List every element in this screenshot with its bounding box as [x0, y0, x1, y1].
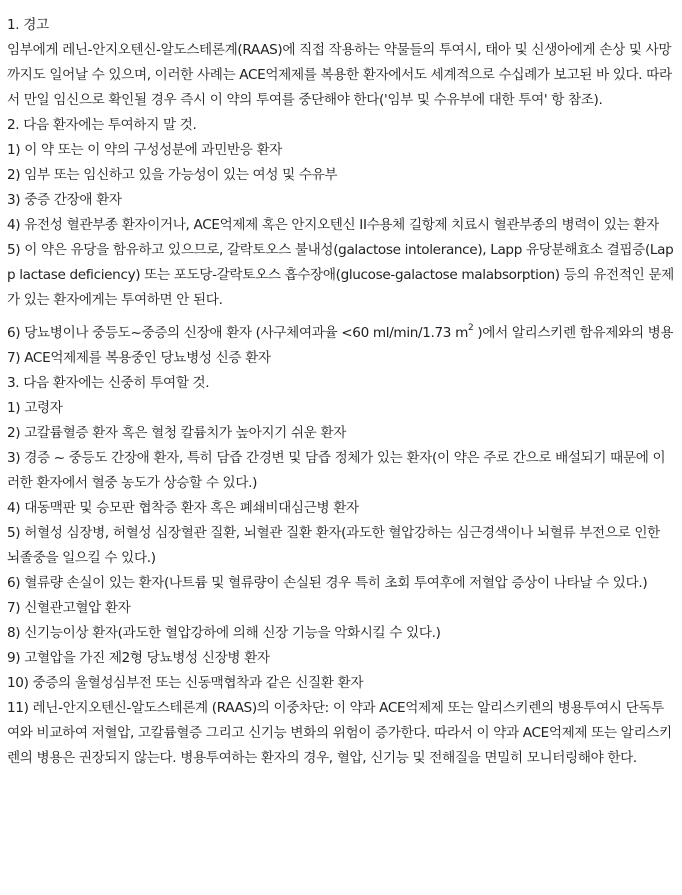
- caution-item: 11) 레닌-안지오텐신-알도스테론계 (RAAS)의 이중차단: 이 약과 ACE억제제 또는 알리스키렌의 병용투여시 단독투여와 비교하여 저혈압, 고칼륨혈증 그리고 신기능 변화의 위험이 증가한다. 따라서 이 약과 ACE억제제 또는 알리스키렌의 병용은 권장되지 않는다. 병용투여하는 환자의 경우, 혈압, 신기능 및 전해질을 면밀히 모니터링해야 한다.: [7, 700, 672, 766]
- contraindication-item: 7) ACE억제제를 복용중인 당뇨병성 신증 환자: [7, 350, 271, 366]
- caution-item: 6) 혈류량 손실이 있는 환자(나트륨 및 혈류량이 손실된 경우 특히 초회 투여후에 저혈압 증상이 나타날 수 있다.): [7, 575, 648, 591]
- contraindication-item: 1) 이 약 또는 이 약의 구성성분에 과민반응 환자: [7, 142, 283, 158]
- contraindication-item: 3) 중증 간장애 환자: [7, 192, 122, 208]
- caution-item: 10) 중증의 울혈성심부전 또는 신동맥협착과 같은 신질환 환자: [7, 675, 364, 691]
- caution-item: 7) 신혈관고혈압 환자: [7, 600, 131, 616]
- contraindication-item: 5) 이 약은 유당을 함유하고 있으므로, 갈락토오스 불내성(galactose intolerance), Lapp 유당분해효소 결핍증(Lapp lactase deficiency) 또는 포도당-갈락토오스 흡수장애(glucose-galactose malabsorption) 등의 유전적인 문제가 있는 환자에게는 투여하면 안 된다.: [7, 242, 674, 308]
- caution-item: 1) 고령자: [7, 400, 63, 416]
- contraindication-item: 2) 임부 또는 임신하고 있을 가능성이 있는 여성 및 수유부: [7, 167, 338, 183]
- item6-text-before: 6) 당뇨병이나 중등도~중증의 신장애 환자 (사구체여과율 <60 ml/min/1.73 m: [7, 325, 468, 341]
- caution-item: 3) 경증 ~ 중등도 간장애 환자, 특히 담즙 간경변 및 담즙 정체가 있는 환자(이 약은 주로 간으로 배설되기 때문에 이러한 환자에서 혈중 농도가 상승할 수 있다.): [7, 450, 666, 491]
- caution-item: 5) 허혈성 심장병, 허혈성 심장혈관 질환, 뇌혈관 질환 환자(과도한 혈압강하는 심근경색이나 뇌혈류 부전으로 인한 뇌졸중을 일으킬 수 있다.): [7, 525, 664, 566]
- contraindication-item: [7, 321, 674, 346]
- superscript-exponent: 2: [467, 323, 474, 333]
- caution-item: 2) 고칼륨혈증 환자 혹은 혈청 칼륨치가 높아지기 쉬운 환자: [7, 425, 346, 441]
- cautions-section: [7, 371, 674, 771]
- caution-item: 8) 신기능이상 환자(과도한 혈압강하에 의해 신장 기능을 악화시킬 수 있다.): [7, 625, 441, 641]
- section-heading-warning: 1. 경고: [7, 17, 49, 33]
- caution-item: 4) 대동맥판 및 승모판 협착증 환자 혹은 폐쇄비대심근병 환자: [7, 500, 359, 516]
- item6-text-after: )에서 알리스키렌 함유제와의 병용: [473, 325, 674, 341]
- caution-item: 9) 고혈압을 가진 제2형 당뇨병성 신장병 환자: [7, 650, 270, 666]
- warning-paragraph: 임부에게 레닌-안지오텐신-알도스테론계(RAAS)에 직접 작용하는 약물들의 투여시, 태아 및 신생아에게 손상 및 사망까지도 일어날 수 있으며, 이러한 사례는 ACE억제제를 복용한 환자에서도 세계적으로 수십례가 보고된 바 있다. 따라서 만일 임신으로 확인될 경우 즉시 이 약의 투여를 중단해야 한다('임부 및 수유부에 대한 투여' 항 참조).: [7, 42, 672, 108]
- contraindication-item: 4) 유전성 혈관부종 환자이거나, ACE억제제 혹은 안지오텐신 II수용체 길항제 치료시 혈관부종의 병력이 있는 환자: [7, 217, 659, 233]
- section-heading-contraindications: 2. 다음 환자에는 투여하지 말 것.: [7, 117, 197, 133]
- paragraph-spacer: [7, 313, 674, 321]
- section-heading-cautions: 3. 다음 환자에는 신중히 투여할 것.: [7, 375, 210, 391]
- contraindications-section: [7, 113, 674, 371]
- warning-section: [7, 13, 674, 113]
